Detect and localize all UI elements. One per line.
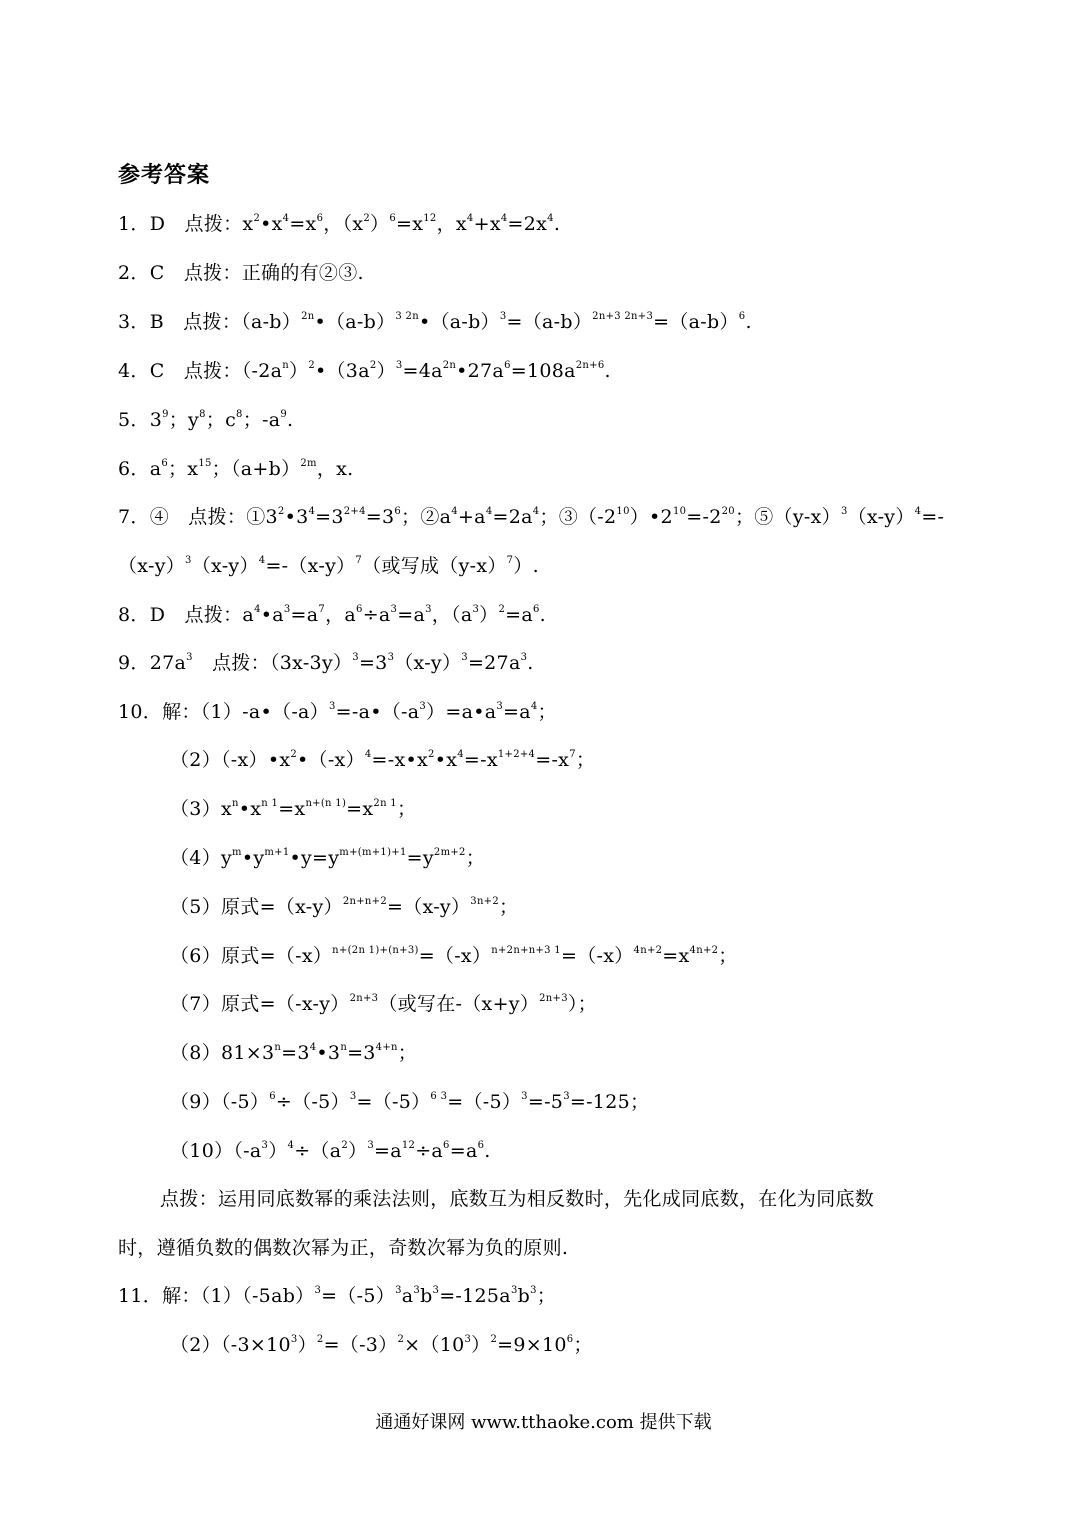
answer-10-part-8: $(8)81\times 3^n=3^4•3^n=3^{4+n}$； [170, 1042, 418, 1064]
answer-11: 11．解：$(1)(-5ab)^3=(-5)^3a^3b^3=-125a^3b^3$； [118, 1285, 557, 1307]
answer-9: 9．$27a^3$ 点拨：$(3x-3y)^3=3^3(x-y)^3=27a^3$. [118, 652, 534, 674]
answer-8: 8．D 点拨：$a^4•a^3=a^7$，$a^6\div a^3=a^3$，$(a^3)^2=a^6$. [118, 604, 547, 626]
answer-4: 4．C 点拨：$(-2a^n)^2•(3a^2)^3=4a^{2n}•27a^6=108a^{2n+6}$. [118, 360, 611, 382]
answer-5: 5．$3^9$；$y^8$；$c^8$；$-a^9$. [118, 409, 294, 431]
hint-paragraph-line2: 时，遵循负数的偶数次幂为正，奇数次幂为负的原则. [118, 1237, 569, 1259]
answer-10-part-3: $(3)x^n•x^{n 1}=x^{n+(n 1)}=x^{2n 1}$； [170, 798, 417, 820]
answer-10-part-2: $(2)(-x)•x^2•(-x)^4=-x•x^2•x^4=-x^{1+2+4}=-x^7$； [170, 749, 596, 771]
answer-11-part-2: $(2)(-3\times 10^3)^2=(-3)^2\times(10^3)^2=9\times 10^6$； [170, 1334, 593, 1356]
answer-10: 10．解：$(1)-a•(-a)^3=-a•(-a^3)=a•a^3=a^4$； [118, 701, 557, 723]
answer-1: 1．D 点拨：$x^2•x^4=x^6$，$(x^2)^6=x^{12}$，$x^4+x^4=2x^4$. [118, 213, 561, 235]
answer-10-part-10: $(10)(-a^3)^4\div(a^2)^3=a^{12}\div a^6=a^6$. [170, 1140, 491, 1162]
hint-paragraph-line1: 点拨：运用同底数幂的乘法法则，底数互为相反数时，先化成同底数，在化为同底数 [160, 1188, 875, 1210]
answer-6: 6．$a^6$；$x^{15}$；$(a+b)^{2m}$，x. [118, 458, 354, 480]
answer-10-part-7: （7）原式$=(-x-y)^{2n+3}$（或写在$-(x+y)^{2n+3}$）； [170, 993, 597, 1015]
answer-heading: 参考答案 [118, 162, 211, 188]
answer-7-line1: 7．④ 点拨：$①3^2•3^4=3^{2+4}=3^6$；$②a^4+a^4=2a^4$；$③(-2^{10})•2^{10}=-2^{20}$；$⑤(y-x)^3(x-y)^4=-$ [118, 506, 945, 528]
footer-credit: 通通好课网 www.tthaoke.com 提供下载 [375, 1412, 712, 1433]
answer-2: 2．C 点拨：正确的有②③. [118, 262, 364, 284]
answer-10-part-5: （5）原式$=(x-y)^{2n+n+2}=(x-y)^{3n+2}$； [170, 896, 519, 918]
answer-10-part-4: $(4)y^m•y^{m+1}•y=y^{m+(m+1)+1}=y^{2m+2}$； [170, 847, 486, 869]
answer-10-part-6: （6）原式$=(-x)^{n+(2n 1)+(n+3)}=(-x)^{n+2n+n+3 1}=(-x)^{4n+2}=x^{4n+2}$； [170, 945, 738, 967]
answer-3: 3．B 点拨：$(a-b)^{2n}•(a-b)^{3 2n}•(a-b)^3=(a-b)^{2n+3 2n+3}=(a-b)^6$. [118, 311, 752, 333]
answer-10-part-9: $(9)(-5)^6\div(-5)^3=(-5)^{6 3}=(-5)^3=-5^3=-125$； [170, 1091, 650, 1113]
answer-7-line2: $(x-y)^3(x-y)^4=-(x-y)^7$（或写成$(y-x)^7$）. [118, 555, 539, 577]
